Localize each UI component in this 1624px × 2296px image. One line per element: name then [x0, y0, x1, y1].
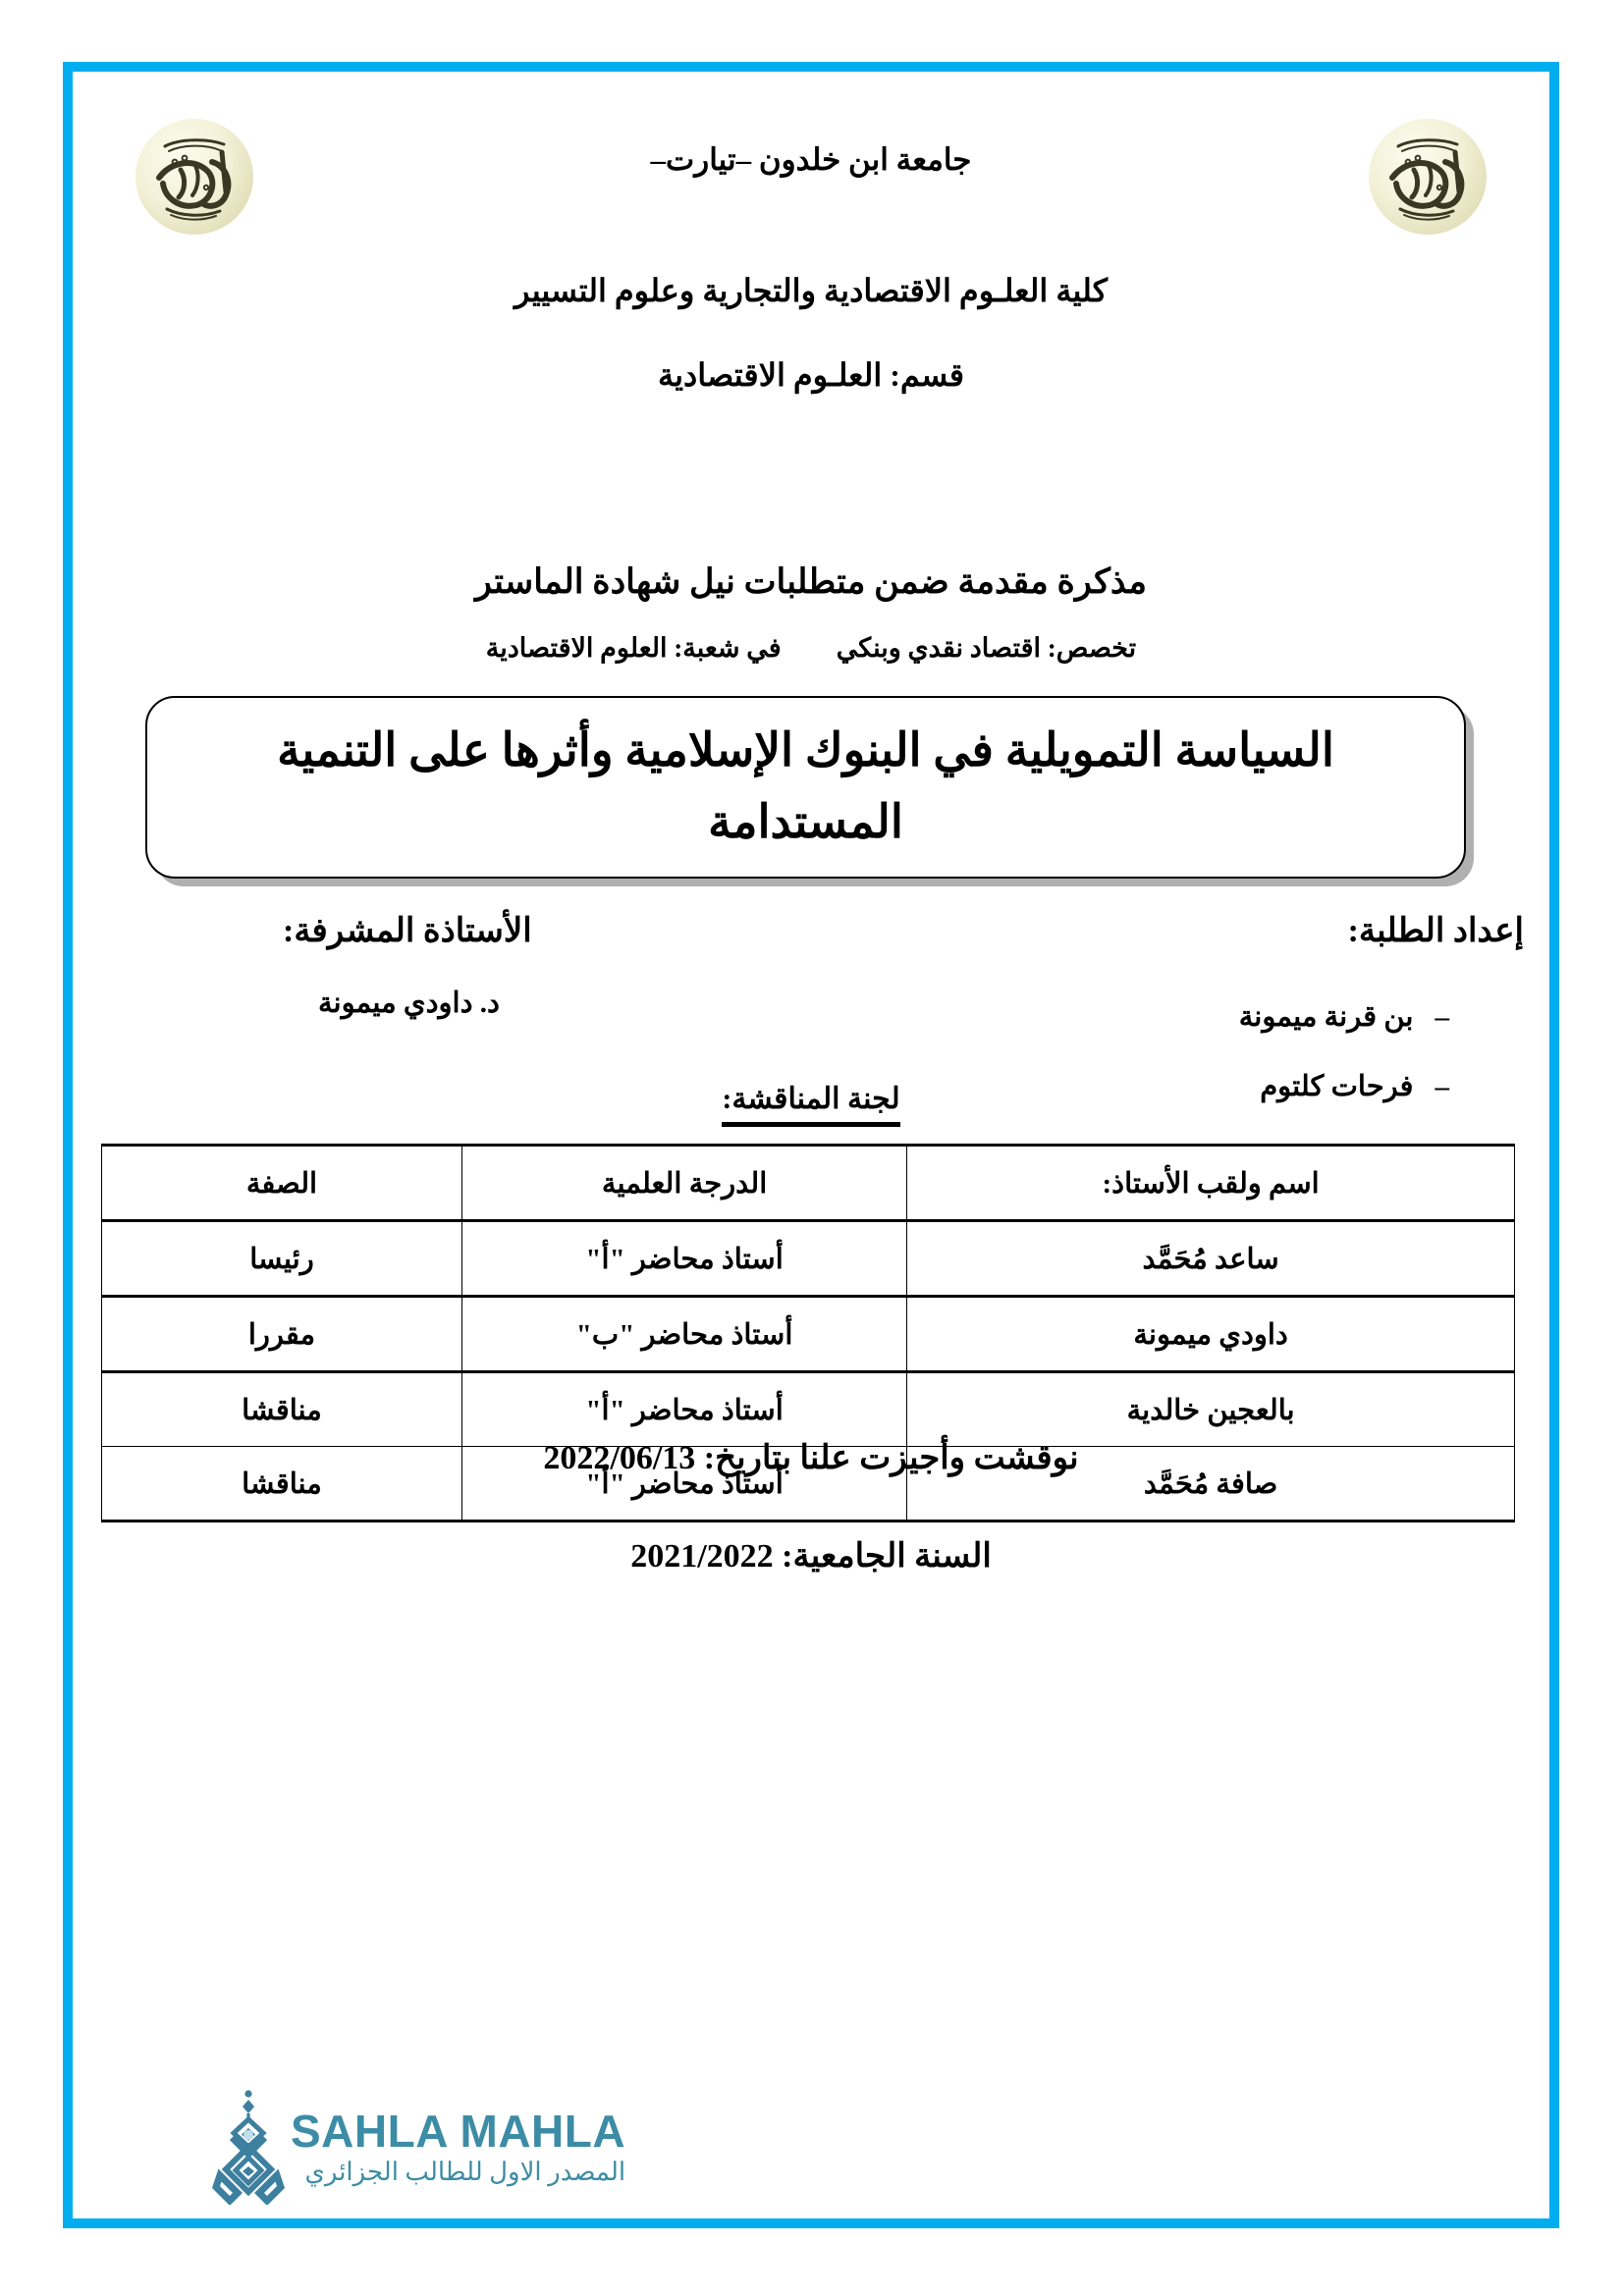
students-heading: إعداد الطلبة: [1347, 913, 1524, 949]
jury-member-role: رئيسا [102, 1221, 462, 1297]
faculty-name: كلية العلـوم الاقتصادية والتجارية وعلوم التسيير [514, 273, 1108, 308]
header-row [73, 91, 1549, 239]
table-row [102, 1297, 1515, 1372]
student-name: بن قرنة ميمونة [1238, 1001, 1414, 1033]
sahla-mahla-watermark [212, 2089, 625, 2205]
sahla-mahla-diamond-icon [212, 2089, 285, 2205]
brand-tagline: المصدر الاول للطالب الجزائري [304, 2158, 626, 2186]
jury-member-grade: أستاذ محاضر "أ" [461, 1447, 906, 1522]
thesis-title: السياسة التمويلية في البنوك الإسلامية وأثرها على التنمية المستدامة [277, 725, 1334, 848]
jury-member-role: مناقشا [102, 1447, 462, 1522]
table-row [102, 1221, 1515, 1297]
jury-member-grade: أستاذ محاضر "ب" [461, 1297, 906, 1372]
jury-member-grade: أستاذ محاضر "أ" [461, 1221, 906, 1297]
student-name: فرحات كلتوم [1260, 1071, 1414, 1102]
table-row [102, 1372, 1515, 1447]
column-header-name: اسم ولقب الأستاذ: [907, 1146, 1515, 1221]
jury-label: لجنة المناقشة: [722, 1083, 899, 1127]
jury-member-name: ساعد مُحَمَّد [907, 1221, 1515, 1297]
brand-text [291, 2106, 626, 2186]
branch-label: في شعبة: العلوم الاقتصادية [485, 633, 782, 663]
thesis-title-box [145, 696, 1466, 879]
supervisor-heading: الأستاذة المشرفة: [283, 913, 532, 949]
university-name: جامعة ابن خلدون –تيارت– [650, 142, 972, 177]
jury-label-wrap [73, 1083, 1549, 1127]
brand-name: SAHLA MAHLA [291, 2106, 626, 2157]
academic-year: السنة الجامعية: 2021/2022 [630, 1538, 992, 1575]
list-item [1239, 999, 1449, 1034]
speciality-label: تخصص: اقتصاد نقدي وبنكي [836, 633, 1137, 663]
column-header-role: الصفة [102, 1146, 462, 1221]
table-header-row [102, 1146, 1515, 1221]
jury-member-role: مقررا [102, 1297, 462, 1372]
document-content [73, 72, 1549, 2218]
branch-and-speciality [73, 633, 1549, 664]
column-header-grade: الدرجة العلمية [461, 1146, 906, 1221]
bullet-dash: – [1435, 1071, 1449, 1102]
jury-member-role: مناقشا [102, 1372, 462, 1447]
jury-member-name: داودي ميمونة [907, 1297, 1515, 1372]
supervisor-name: د. داودي ميمونة [318, 988, 500, 1019]
defense-date: نوقشت وأجيزت علنا بتاريخ: 2022/06/13 [543, 1440, 1079, 1476]
department-name: قسم: العلـوم الاقتصادية [657, 357, 965, 393]
bullet-dash: – [1435, 1001, 1449, 1033]
jury-member-name: صافة مُحَمَّد [907, 1447, 1515, 1522]
jury-member-name: بالعجين خالدية [907, 1372, 1515, 1447]
degree-statement: مذكرة مقدمة ضمن متطلبات نيل شهادة الماستر [475, 562, 1147, 601]
jury-member-grade: أستاذ محاضر "أ" [461, 1372, 906, 1447]
